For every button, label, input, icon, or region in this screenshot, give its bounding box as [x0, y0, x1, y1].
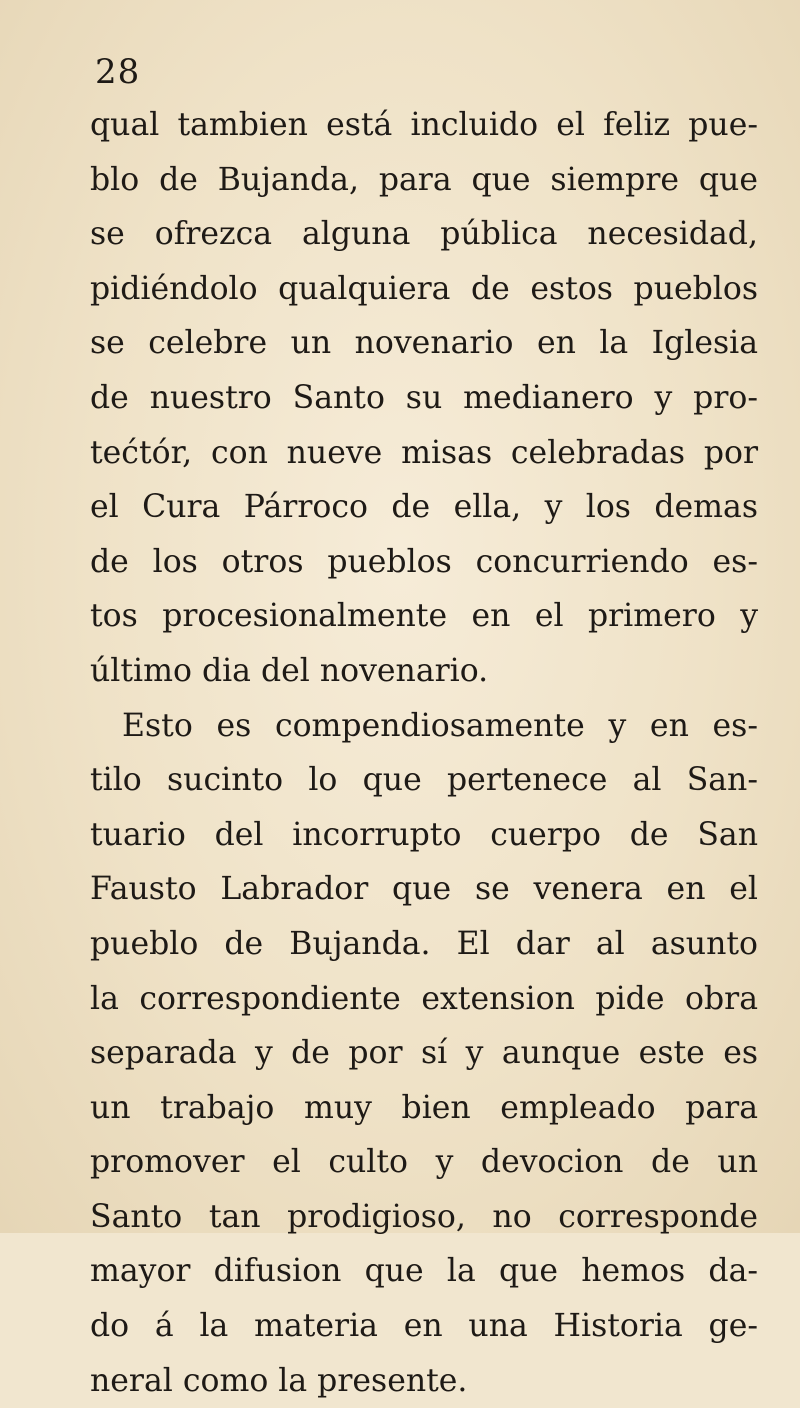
text-line: tilo sucinto lo que pertenece al San-: [90, 762, 758, 799]
text-line: último dia del novenario.: [90, 652, 489, 689]
text-line: blo de Bujanda, para que siempre que: [90, 161, 758, 198]
text-line: la correspondiente extension pide obra: [90, 980, 758, 1017]
paragraph-1: [90, 98, 758, 699]
text-line: se ofrezca alguna pública necesidad,: [90, 216, 758, 253]
text-line: se celebre un novenario en la Iglesia: [90, 325, 758, 362]
text-line: Esto es compendiosamente y en es-: [122, 707, 758, 744]
body-text: [90, 98, 758, 1408]
text-line: de los otros pueblos concurriendo es-: [90, 543, 758, 580]
text-line: Santo tan prodigioso, no corresponde: [90, 1198, 758, 1235]
text-line: neral como la presente.: [90, 1362, 468, 1399]
text-line: pueblo de Bujanda. El dar al asunto: [90, 925, 758, 962]
text-line: Fausto Labrador que se venera en el: [90, 871, 758, 908]
text-line: tos procesionalmente en el primero y: [90, 598, 758, 635]
text-line: un trabajo muy bien empleado para: [90, 1089, 758, 1126]
paragraph-2: [90, 699, 758, 1408]
text-line: tećtór, con nueve misas celebradas por: [90, 434, 758, 471]
text-line: do á la materia en una Historia ge-: [90, 1308, 758, 1345]
text-line: pidiéndolo qualquiera de estos pueblos: [90, 270, 758, 307]
text-line: tuario del incorrupto cuerpo de San: [90, 816, 758, 853]
text-line: promover el culto y devocion de un: [90, 1144, 758, 1181]
text-line: separada y de por sí y aunque este es: [90, 1035, 758, 1072]
page-number: 28: [95, 52, 141, 92]
text-line: de nuestro Santo su medianero y pro-: [90, 379, 758, 416]
text-line: qual tambien está incluido el feliz pue-: [90, 107, 758, 143]
text-line: mayor difusion que la que hemos da-: [90, 1253, 758, 1290]
text-line: el Cura Párroco de ella, y los demas: [90, 489, 758, 526]
